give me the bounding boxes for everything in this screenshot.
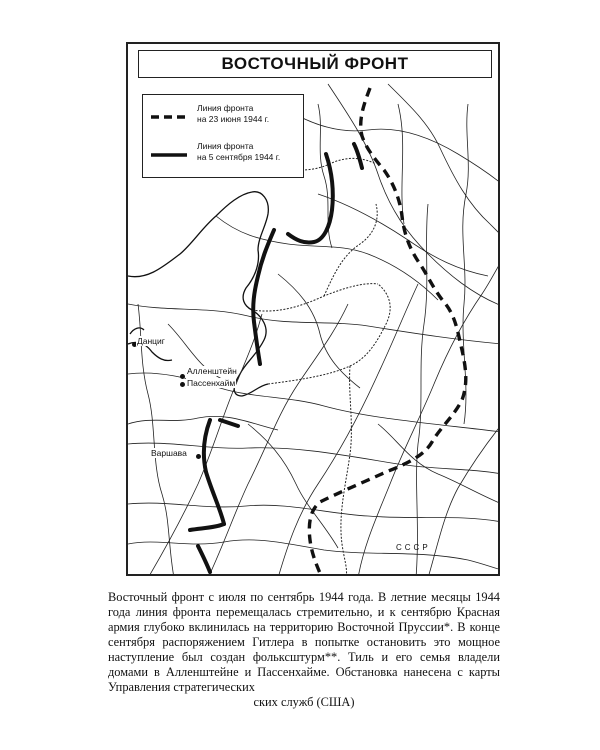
label-ussr: СССР bbox=[396, 543, 431, 552]
front-line-september-1944 bbox=[190, 144, 362, 572]
map-title-box bbox=[138, 50, 492, 78]
legend-item-june bbox=[149, 103, 299, 133]
map-title: ВОСТОЧНЫЙ ФРОНТ bbox=[221, 54, 409, 73]
legend-item-september bbox=[149, 141, 299, 171]
label-passenheim: Пассенхайм bbox=[187, 378, 236, 388]
map bbox=[126, 42, 500, 576]
solid-line-symbol bbox=[149, 150, 189, 160]
dashed-line-symbol bbox=[149, 112, 189, 122]
passenheim-marker bbox=[180, 382, 185, 387]
allenstein-marker bbox=[180, 374, 185, 379]
borders bbox=[252, 158, 390, 576]
label-warsaw: Варшава bbox=[151, 448, 187, 458]
legend-label-september: Линия фронта на 5 сентября 1944 г. bbox=[197, 141, 281, 162]
caption-text: Восточный фронт с июля по сентябрь 1944 года. В летние месяцы 1944 года линия фронта перемещалась стремительно, и к сентябрю Красная армия глубоко вклинилась на территорию Восточной Пруссии*. В конце сентября распоряжением Гитлера в попытке остановить это мощное наступление был создан фольксштурм**. Тиль и его семья владели домами в Алленштейне и Пассенхайме. Обстановка нанесена с карты Управления стратегических bbox=[108, 590, 500, 694]
map-legend bbox=[142, 94, 304, 178]
label-allenstein: Алленштейн bbox=[187, 366, 237, 376]
warsaw-marker bbox=[196, 454, 201, 459]
caption-last-line: ских служб (США) bbox=[253, 695, 355, 709]
label-danzig: Данциг bbox=[137, 336, 165, 346]
legend-label-june: Линия фронта на 23 июня 1944 г. bbox=[197, 103, 270, 124]
caption bbox=[108, 590, 500, 710]
